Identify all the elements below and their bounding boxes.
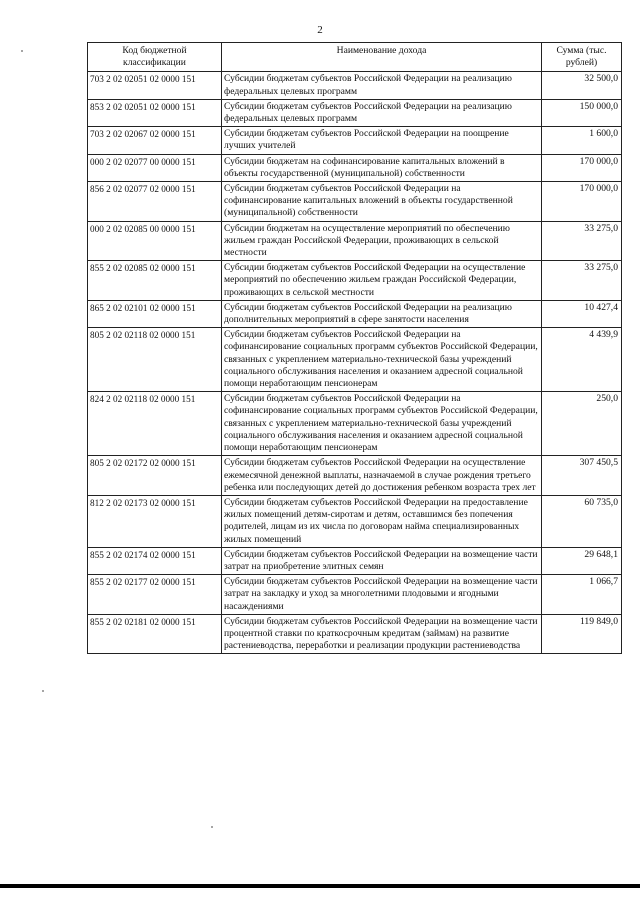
row-code: 855 2 02 02181 02 0000 151 <box>88 614 222 654</box>
row-name: Субсидии бюджетам субъектов Российской Федерации на реализацию дополнительных мероприятий в сфере занятости населения <box>222 300 542 327</box>
row-code: 805 2 02 02118 02 0000 151 <box>88 328 222 392</box>
table-row <box>88 495 622 547</box>
table-row <box>88 261 622 301</box>
row-code: 000 2 02 02077 00 0000 151 <box>88 154 222 181</box>
row-name: Субсидии бюджетам субъектов Российской Федерации на софинансирование социальных программ субъектов Российской Федерации, связанных с укреплением материально-технической базы учреждений социального обслуживания населения и оказанием адресной социальной помощи неработающим пенсионерам <box>222 392 542 456</box>
scan-speck <box>42 690 44 692</box>
scan-edge-bar <box>0 884 640 888</box>
header-code: Код бюджетной классификации <box>88 43 222 72</box>
row-code: 812 2 02 02173 02 0000 151 <box>88 495 222 547</box>
row-name: Субсидии бюджетам субъектов Российской Федерации на возмещение части затрат на приобретение элитных семян <box>222 547 542 574</box>
row-name: Субсидии бюджетам на софинансирование капитальных вложений в объекты государственной (муниципальной) собственности <box>222 154 542 181</box>
row-amount: 170 000,0 <box>542 154 622 181</box>
header-amount: Сумма (тыс. рублей) <box>542 43 622 72</box>
row-code: 855 2 02 02085 02 0000 151 <box>88 261 222 301</box>
row-name: Субсидии бюджетам субъектов Российской Федерации на реализацию федеральных целевых программ <box>222 99 542 126</box>
row-name: Субсидии бюджетам субъектов Российской Федерации на возмещение части процентной ставки по краткосрочным кредитам (займам) на развитие растениеводства, переработки и реализации продукции растениеводства <box>222 614 542 654</box>
table-row <box>88 221 622 261</box>
row-name: Субсидии бюджетам субъектов Российской Федерации на осуществление ежемесячной денежной выплаты, назначаемой в случае рождения третьего ребенка или последующих детей до достижения ребенком возраста трех лет <box>222 456 542 496</box>
table-row <box>88 614 622 654</box>
row-name: Субсидии бюджетам субъектов Российской Федерации на осуществление мероприятий по обеспечению жильем граждан Российской Федерации, проживающих в сельской местности <box>222 261 542 301</box>
revenue-table <box>87 42 622 654</box>
row-amount: 10 427,4 <box>542 300 622 327</box>
table-row <box>88 99 622 126</box>
row-name: Субсидии бюджетам субъектов Российской Федерации на возмещение части затрат на закладку и уход за многолетними плодовыми и ягодными насаждениями <box>222 575 542 615</box>
row-code: 855 2 02 02174 02 0000 151 <box>88 547 222 574</box>
scan-speck <box>21 50 23 52</box>
row-code: 703 2 02 02067 02 0000 151 <box>88 127 222 154</box>
row-code: 855 2 02 02177 02 0000 151 <box>88 575 222 615</box>
table-row <box>88 72 622 99</box>
table-row <box>88 547 622 574</box>
row-amount: 307 450,5 <box>542 456 622 496</box>
row-amount: 33 275,0 <box>542 261 622 301</box>
table-body <box>88 72 622 654</box>
row-code: 856 2 02 02077 02 0000 151 <box>88 182 222 222</box>
table-row <box>88 154 622 181</box>
row-amount: 32 500,0 <box>542 72 622 99</box>
table-row <box>88 182 622 222</box>
row-code: 000 2 02 02085 00 0000 151 <box>88 221 222 261</box>
table-row <box>88 127 622 154</box>
table-row <box>88 328 622 392</box>
row-amount: 1 600,0 <box>542 127 622 154</box>
row-name: Субсидии бюджетам на осуществление мероприятий по обеспечению жильем граждан Российской Федерации, проживающих в сельской местности <box>222 221 542 261</box>
row-amount: 33 275,0 <box>542 221 622 261</box>
row-code: 824 2 02 02118 02 0000 151 <box>88 392 222 456</box>
row-code: 853 2 02 02051 02 0000 151 <box>88 99 222 126</box>
row-name: Субсидии бюджетам субъектов Российской Федерации на предоставление жилых помещений детям-сиротам и детям, оставшимся без попечения родителей, лицам из их числа по договорам найма специализированных жилых помещений <box>222 495 542 547</box>
row-amount: 150 000,0 <box>542 99 622 126</box>
page-number: 2 <box>317 24 323 36</box>
row-name: Субсидии бюджетам субъектов Российской Федерации на реализацию федеральных целевых программ <box>222 72 542 99</box>
row-code: 703 2 02 02051 02 0000 151 <box>88 72 222 99</box>
row-amount: 4 439,9 <box>542 328 622 392</box>
scan-speck <box>211 826 213 828</box>
table-header-row <box>88 43 622 72</box>
row-name: Субсидии бюджетам субъектов Российской Федерации на софинансирование капитальных вложений в объекты государственной (муниципальной) собственности <box>222 182 542 222</box>
row-amount: 170 000,0 <box>542 182 622 222</box>
row-amount: 1 066,7 <box>542 575 622 615</box>
table-row <box>88 392 622 456</box>
row-name: Субсидии бюджетам субъектов Российской Федерации на поощрение лучших учителей <box>222 127 542 154</box>
row-amount: 29 648,1 <box>542 547 622 574</box>
row-amount: 119 849,0 <box>542 614 622 654</box>
row-amount: 250,0 <box>542 392 622 456</box>
row-code: 865 2 02 02101 02 0000 151 <box>88 300 222 327</box>
table-row <box>88 456 622 496</box>
table-row <box>88 300 622 327</box>
table-row <box>88 575 622 615</box>
row-name: Субсидии бюджетам субъектов Российской Федерации на софинансирование социальных программ субъектов Российской Федерации, связанных с укреплением материально-технической базы учреждений социального обслуживания населения и оказанием адресной социальной помощи неработающим пенсионерам <box>222 328 542 392</box>
header-name: Наименование дохода <box>222 43 542 72</box>
row-code: 805 2 02 02172 02 0000 151 <box>88 456 222 496</box>
row-amount: 60 735,0 <box>542 495 622 547</box>
